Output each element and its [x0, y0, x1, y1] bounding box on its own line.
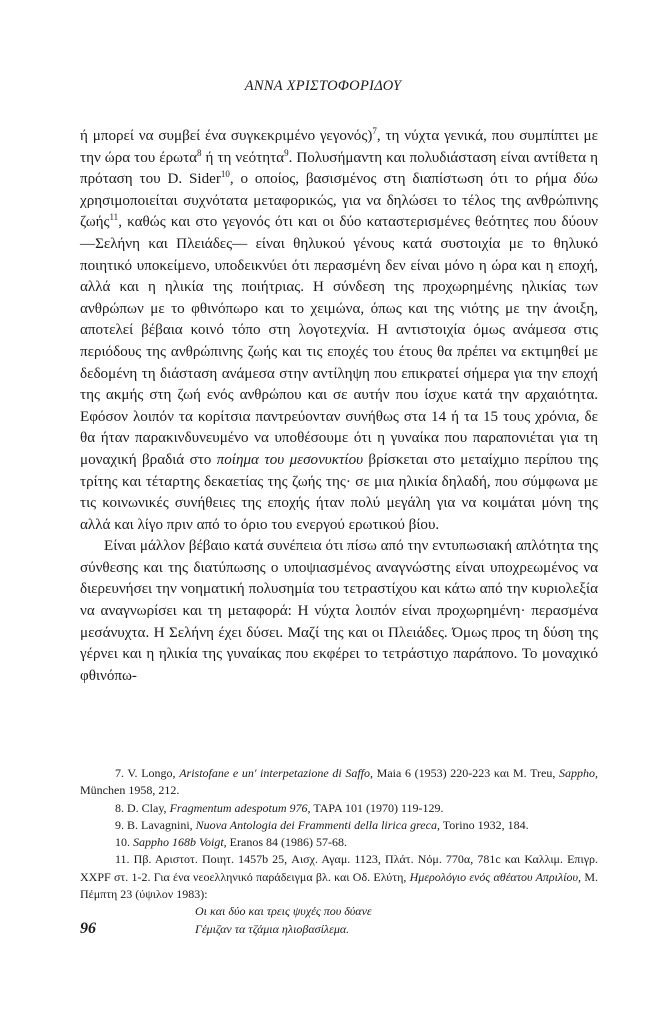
text-run: ή μπορεί να συμβεί ένα συγκεκριμένο γεγονός) — [80, 128, 373, 144]
text-run: Μ. Πέμπτη 23 (ύψιλον 1983): — [80, 869, 598, 902]
italic-text: Aristofane e un' interpetazione di Saffo, — [179, 766, 373, 780]
footnote — [80, 834, 598, 851]
text-run: , ο οποίος, βασισμένος στη διαπίστωση ότι το ρήμα — [229, 171, 574, 188]
text-run: , τη νύχτα γενικά, που συμπίπτει με την ώρα του έρωτα — [80, 128, 598, 166]
footnote-ref: 7 — [372, 126, 377, 136]
italic-text: Ημερολόγιο ενός αθέατου Απριλίου, — [409, 869, 582, 884]
verse-line: Γέμιζαν τα τζάμια ηλιοβασίλεμα. — [195, 921, 350, 936]
text-run: 9. B. Lavagnini, — [115, 817, 196, 832]
text-run: 10. — [115, 835, 133, 850]
text-run: ή τη νεότητα — [201, 149, 285, 166]
italic-text: Sappho, — [559, 766, 598, 780]
text-run: . Πολυσήμαντη και πολυδιάσταση είναι αντίθετα η πρόταση του D. Sider — [80, 149, 598, 188]
text-run: Είναι μάλλον βέβαιο κατά συνέπεια ότι πίσω από την εντυπωσιακή απλότητα της σύνθεσης και της διατύπωσης ο υποψιασμένος αναγνώστης είναι υποχρεωμένος να διερευνήσει την νοηματική πολυσημία του τετραστίχου και κάτω από την κυριολεξία να αναγνωρίσει και τη μεταφορά: Η νύχτα λοιπόν είναι προχωρημένη· περασμένα μεσάνυχτα. Η Σελήνη έχει δύσει. Μαζί της και οι Πλειάδες. Όμως προς τη δύση της γέρνει και η ηλικία της γυναίκας που εκφέρει το τετράστιχο παράπονο. Το μοναχικό φθινόπω- — [80, 538, 598, 684]
footnotes — [80, 765, 598, 938]
text-run: Torino 1932, 184. — [439, 817, 529, 832]
footnote-ref: 10 — [220, 169, 230, 180]
text-run: 7. V. Longo, — [115, 766, 180, 780]
running-head: ΑΝΝΑ ΧΡΙΣΤΟΦΟΡΙΔΟΥ — [244, 78, 402, 94]
paragraph — [80, 126, 598, 536]
page-number: 96 — [80, 920, 96, 937]
text-run: 8. D. Clay, — [115, 800, 170, 815]
footnote-ref: 8 — [197, 147, 202, 158]
text-run: Eranos 84 (1986) 57-68. — [226, 835, 347, 850]
text-run: βρίσκεται στο μεταίχμιο περίπου της τρίτης και τέταρτης δεκαετίας της ζωής της· σε μια ηλικία δηλαδή, που σύμφωνα με τις κοινωνικές συνήθειες της εποχής ήταν πολύ μεγάλη για να κοιμάται μόνη της αλλά και λίγο πριν από το όριο του ενεργού ερωτικού βίου. — [80, 451, 599, 533]
footnote-ref: 9 — [284, 147, 289, 158]
text-run: , καθώς και στο γεγονός ότι και οι δύο καταστερισμένες θεότητες που δύουν —Σελήνη και Πλειάδες— είναι θηλυκού γένους κατά συστοιχία με το θηλυκό ποιητικό υποκείμενο, υποδεικνύει ότι περασμένη δεν είναι μόνο η ώρα και η εποχή, αλλά και η ηλικία της ποιήτριας. Η σύνδεση της προχωρημένης ηλικίας των ανθρώπων με το φθινόπωρο και το χειμώνα, όπως και της νιότης με την άνοιξη, αποτελεί βέβαια κοινό τόπο στη λογοτεχνία. Η αντιστοιχία όμως ανάμεσα στις περιόδους της ανθρώπινης ζωής και τις εποχές του έτους θα πρέπει να εκτιμηθεί με δεδομένη τη διάσταση ανάμεσα στην αντίληψη που επικρατεί σήμερα για την εποχή της ακμής στη ζωή ενός ανθρώπου και σε αυτήν που ίσχυε κατά την αρχαιότητα. Εφόσον λοιπόν τα κορίτσια παντρεύονταν συνήθως στα 14 ή τα 15 τους χρόνια, δε θα ήταν παρακινδυνευμένο να υποθέσουμε ότι η γυναίκα που παραπονιέται για τη μοναχική βραδιά στο — [80, 214, 598, 468]
text-run: 11. Πβ. Αριστοτ. Ποιητ. 1457b 25, Αισχ. Αγαμ. 1123, Πλάτ. Νόμ. 770α, 781c και Καλλιμ. Επιγρ. XXPF στ. 1-2. Για ένα νεοελληνικό παράδειγμα βλ. και Οδ. Ελύτη, — [80, 852, 598, 884]
italic-text: Nuova Antologia dei Frammenti della lirica greca, — [195, 817, 440, 832]
quoted-verse — [80, 903, 598, 938]
italic-text: ποίημα του μεσονυκτίου — [216, 451, 364, 468]
text-run: χρησιμοποιείται συχνότατα μεταφορικώς, για να δηλώσει το τέλος της ανθρώπινης ζωής — [80, 192, 598, 231]
italic-text: Fragmentum adespotum 976, — [169, 800, 311, 815]
body-text — [80, 126, 598, 687]
text-run: Maia 6 (1953) 220-223 και M. Treu, — [373, 766, 559, 780]
footnote-ref: 11 — [109, 212, 119, 223]
footnote — [80, 765, 598, 800]
footnote — [80, 851, 598, 903]
verse-line: Οι και δύο και τρεις ψυχές που δύανε — [195, 904, 372, 919]
text-run: München 1958, 212. — [80, 783, 180, 798]
footnote — [80, 817, 598, 834]
paragraph — [80, 536, 598, 687]
footnote — [80, 800, 598, 817]
italic-text: δύω — [573, 171, 598, 188]
text-run: TAPA 101 (1970) 119-129. — [310, 800, 444, 815]
italic-text: Sappho 168b Voigt, — [133, 835, 227, 850]
footnote-list — [80, 765, 598, 903]
